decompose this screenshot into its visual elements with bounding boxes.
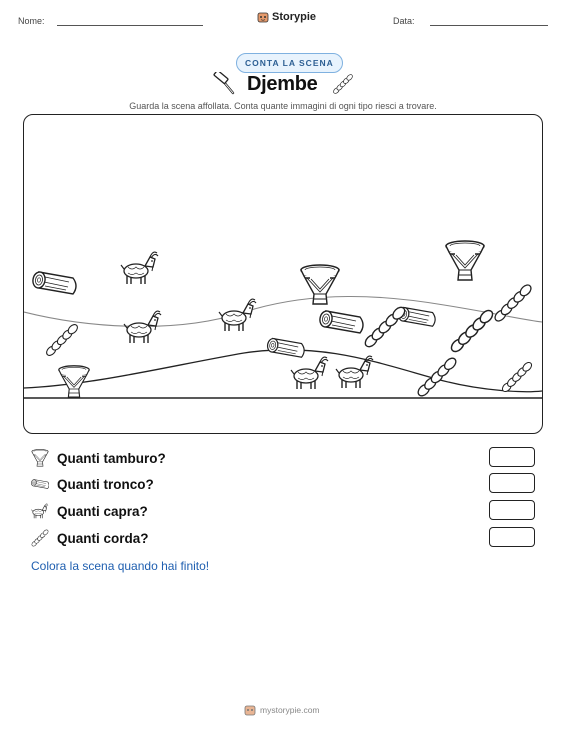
rope-figure xyxy=(501,361,533,393)
question-text: Quanti corda? xyxy=(57,530,149,546)
question-row xyxy=(31,528,149,548)
answer-box-drum[interactable] xyxy=(489,447,535,467)
storypie-logo-icon xyxy=(257,11,269,23)
footer-url[interactable]: mystorypie.com xyxy=(260,705,320,715)
footer xyxy=(244,704,320,716)
goat-figure xyxy=(121,252,158,284)
drum-figure xyxy=(301,265,339,304)
storypie-logo-icon xyxy=(244,704,256,716)
goat-icon xyxy=(31,502,49,520)
rope-figure xyxy=(416,356,458,398)
question-row xyxy=(31,501,148,521)
question-text: Quanti tamburo? xyxy=(57,450,166,466)
rope-figure xyxy=(363,305,407,349)
rope-figure xyxy=(449,308,495,354)
hammer-icon xyxy=(211,72,237,101)
answer-box-goat[interactable] xyxy=(489,500,535,520)
date-label: Data: xyxy=(393,16,415,26)
log-figure xyxy=(266,338,304,357)
log-figure xyxy=(319,310,363,333)
question-text: Quanti capra? xyxy=(57,503,148,519)
counting-scene xyxy=(23,114,543,434)
question-text: Quanti tronco? xyxy=(57,476,154,492)
page-title: Djembe xyxy=(247,73,318,95)
question-row xyxy=(31,474,154,494)
answer-box-rope[interactable] xyxy=(489,527,535,547)
goat-figure xyxy=(219,299,256,331)
brand-logo xyxy=(257,11,316,23)
activity-badge: CONTA LA SCENA xyxy=(236,53,343,73)
rope-icon xyxy=(331,72,355,101)
goat-figure xyxy=(124,311,161,343)
question-row xyxy=(31,448,166,468)
answer-box-log[interactable] xyxy=(489,473,535,493)
name-field[interactable] xyxy=(57,25,203,26)
name-label: Nome: xyxy=(18,16,45,26)
date-field[interactable] xyxy=(430,25,548,26)
rope-figure xyxy=(45,323,79,357)
coloring-note: Colora la scena quando hai finito! xyxy=(31,559,210,573)
goat-figure xyxy=(291,357,328,389)
log-icon xyxy=(31,475,49,493)
goat-figure xyxy=(336,356,373,388)
brand-name: Storypie xyxy=(272,11,317,23)
log-figure xyxy=(32,271,76,294)
rope-icon xyxy=(31,529,49,547)
drum-figure xyxy=(446,241,484,280)
drum-icon xyxy=(31,449,49,467)
instructions: Guarda la scena affollata. Conta quante immagini di ogni tipo riesci a trovare. xyxy=(129,101,437,111)
